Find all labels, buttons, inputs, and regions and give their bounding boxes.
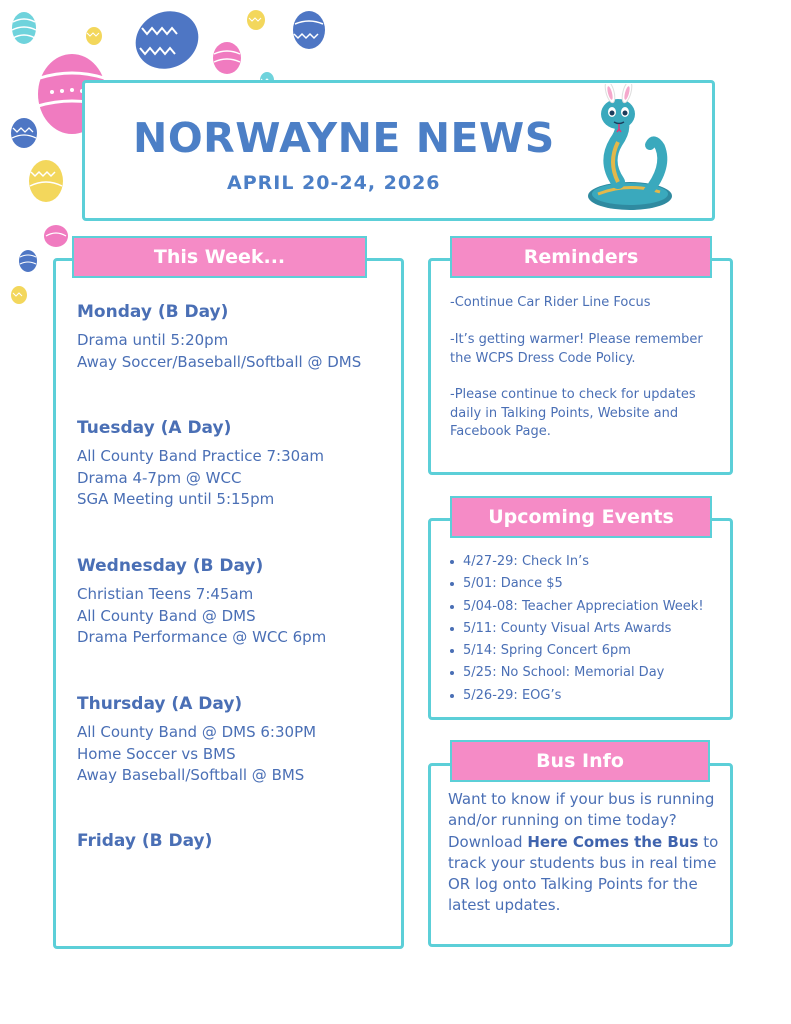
reminder-item: -It’s getting warmer! Please remember the WCPS Dress Code Policy.: [450, 332, 703, 366]
day-event: Home Soccer vs BMS: [77, 744, 236, 763]
upcoming-events-list: [448, 551, 704, 707]
day-event: All County Band @ DMS: [77, 606, 256, 625]
day-friday: [77, 831, 397, 859]
day-event: SGA Meeting until 5:15pm: [77, 490, 275, 508]
day-monday: [77, 302, 397, 373]
egg-icon: [12, 12, 36, 44]
egg-icon: [29, 160, 63, 202]
day-heading: Wednesday (B Day): [77, 556, 264, 576]
egg-icon: [44, 225, 68, 247]
day-event: Drama Performance @ WCC 6pm: [77, 628, 327, 646]
reminder-item: -Please continue to check for updates daily in Talking Points, Website and Facebook Page.: [450, 387, 696, 439]
day-event: Away Soccer/Baseball/Softball @ DMS: [77, 352, 362, 371]
day-event: Away Baseball/Softball @ BMS: [77, 766, 305, 784]
newsletter-date: APRIL 20-24, 2026: [227, 172, 441, 194]
bus-info-details: to track your students bus in real time OR log onto Talking Points for the latest updates.: [448, 832, 719, 915]
day-heading: Friday (B Day): [77, 831, 213, 851]
day-heading: Thursday (A Day): [77, 694, 243, 714]
day-heading: Monday (B Day): [77, 302, 229, 322]
event-item: 5/26-29: EOG’s: [448, 685, 704, 707]
reminders-heading: Reminders: [450, 236, 712, 278]
bus-info-download: Download: [448, 832, 528, 851]
event-item: 4/27-29: Check In’s: [448, 551, 704, 573]
bus-info-text: [448, 789, 723, 917]
day-tuesday: [77, 418, 397, 511]
egg-icon: [213, 42, 241, 74]
bus-info-heading: Bus Info: [450, 740, 710, 782]
day-thursday: [77, 694, 397, 787]
egg-icon: [130, 1, 208, 79]
newsletter-title: NORWAYNE NEWS: [133, 114, 555, 162]
egg-icon: [19, 250, 37, 272]
egg-icon: [11, 286, 27, 304]
egg-icon: [247, 10, 265, 30]
bus-info-question: Want to know if your bus is running and/or running on time today?: [448, 790, 715, 830]
upcoming-events-heading: Upcoming Events: [450, 496, 712, 538]
this-week-heading: This Week...: [72, 236, 367, 278]
day-event: Drama 4-7pm @ WCC: [77, 468, 242, 487]
bus-app-name: Here Comes the Bus: [527, 832, 699, 851]
bunny-snake-mascot-icon: [578, 84, 678, 214]
day-event: All County Band Practice 7:30am: [77, 447, 325, 465]
event-item: 5/04-08: Teacher Appreciation Week!: [448, 596, 704, 618]
event-item: 5/01: Dance $5: [448, 573, 704, 595]
day-event: All County Band @ DMS 6:30PM: [77, 723, 317, 741]
event-item: 5/25: No School: Memorial Day: [448, 662, 704, 684]
reminder-item: -Continue Car Rider Line Focus: [450, 295, 651, 310]
event-item: 5/11: County Visual Arts Awards: [448, 618, 704, 640]
day-heading: Tuesday (A Day): [77, 418, 232, 438]
event-item: 5/14: Spring Concert 6pm: [448, 640, 704, 662]
day-wednesday: [77, 556, 397, 649]
egg-icon: [11, 118, 37, 148]
day-event: Drama until 5:20pm: [77, 331, 229, 349]
egg-icon: [293, 11, 325, 49]
day-event: Christian Teens 7:45am: [77, 585, 254, 603]
egg-icon: [86, 27, 102, 45]
